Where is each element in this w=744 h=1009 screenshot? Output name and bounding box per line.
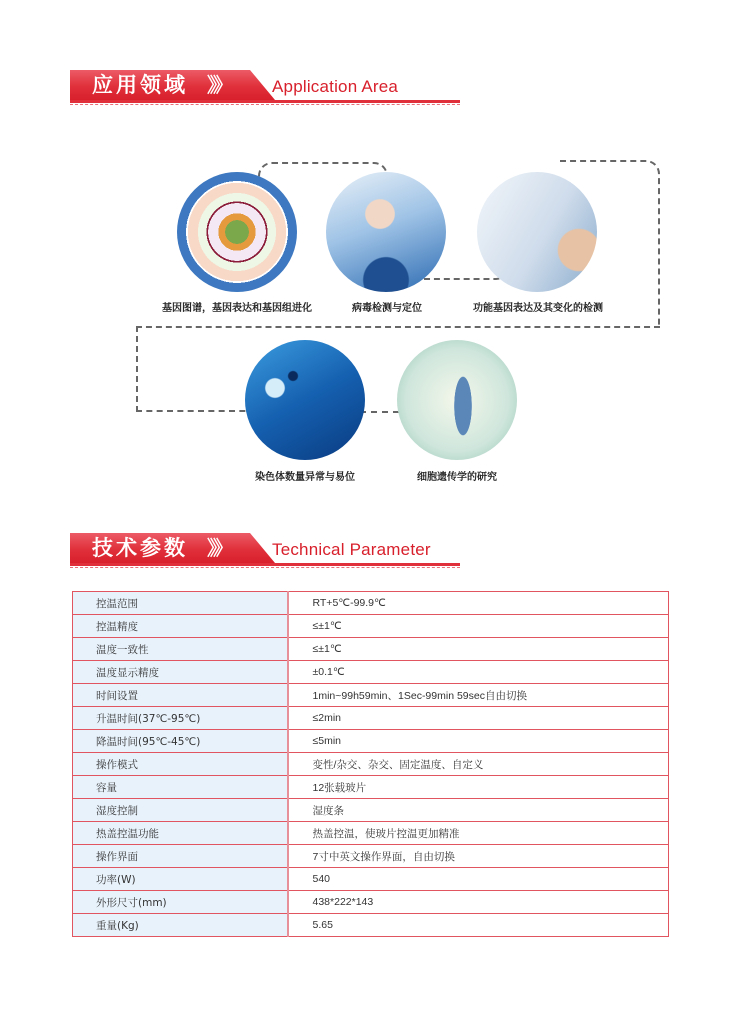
double-chevron-icon: 》》: [207, 536, 229, 560]
application-caption: 病毒检测与定位: [352, 303, 422, 314]
spec-key: 容量: [73, 776, 288, 799]
double-chevron-icon: 》》: [207, 73, 229, 97]
spec-key: 外形尺寸(mm): [73, 891, 288, 914]
table-row: [73, 914, 669, 937]
application-caption: 染色体数量异常与易位: [255, 472, 355, 483]
spec-value: 7寸中英文操作界面，自由切换: [288, 845, 669, 868]
table-row: [73, 730, 669, 753]
spec-value: 1min~99h59min、1Sec-99min 59sec自由切换: [288, 684, 669, 707]
spec-value: 438*222*143: [288, 891, 669, 914]
spec-value: ≤±1℃: [288, 638, 669, 661]
spec-value: 540: [288, 868, 669, 891]
virus-lab-image-icon: [326, 172, 446, 292]
spec-key: 热盖控温功能: [73, 822, 288, 845]
table-row: [73, 776, 669, 799]
table-row: [73, 707, 669, 730]
syringe-molecule-image-icon: [245, 340, 365, 460]
dna-tweezers-image-icon: [477, 172, 597, 292]
application-caption: 功能基因表达及其变化的检测: [473, 303, 603, 314]
application-caption: 基因图谱，基因表达和基因组进化: [162, 303, 312, 314]
header-underline: [70, 563, 460, 566]
table-row: [73, 661, 669, 684]
spec-key: 时间设置: [73, 684, 288, 707]
spec-key: 降温时间(95℃-45℃): [73, 730, 288, 753]
technical-title-en: Technical Parameter: [272, 540, 431, 559]
application-caption: 细胞遗传学的研究: [417, 472, 497, 483]
application-diagram: [0, 0, 744, 500]
spec-table: [72, 591, 669, 937]
table-row: [73, 684, 669, 707]
spec-value: ≤±1℃: [288, 615, 669, 638]
spec-key: 操作界面: [73, 845, 288, 868]
spec-key: 操作模式: [73, 753, 288, 776]
table-row: [73, 891, 669, 914]
header-dashed-line: [70, 567, 460, 568]
spec-value: ±0.1℃: [288, 661, 669, 684]
spec-value: 热盖控温，使玻片控温更加精准: [288, 822, 669, 845]
table-row: [73, 822, 669, 845]
spec-value: 变性/杂交、杂交、固定温度、自定义: [288, 753, 669, 776]
technical-title-cn: 技术参数: [92, 536, 188, 560]
spec-value: 5.65: [288, 914, 669, 937]
spec-key: 湿度控制: [73, 799, 288, 822]
table-row: [73, 799, 669, 822]
technical-parameter-header: [70, 531, 460, 571]
table-row: [73, 753, 669, 776]
spec-value: ≤2min: [288, 707, 669, 730]
spec-value: RT+5℃-99.9℃: [288, 592, 669, 615]
spec-key: 控温范围: [73, 592, 288, 615]
table-row: [73, 845, 669, 868]
table-row: [73, 592, 669, 615]
application-title-en: Application Area: [272, 77, 399, 96]
spec-key: 温度显示精度: [73, 661, 288, 684]
table-row: [73, 615, 669, 638]
spec-value: ≤5min: [288, 730, 669, 753]
table-row: [73, 638, 669, 661]
spec-key: 温度一致性: [73, 638, 288, 661]
spec-key: 控温精度: [73, 615, 288, 638]
chromosome-image-icon: [397, 340, 517, 460]
spec-value: 湿度条: [288, 799, 669, 822]
spec-key: 功率(W): [73, 868, 288, 891]
application-title-cn: 应用领域: [92, 73, 188, 97]
spec-key: 重量(Kg): [73, 914, 288, 937]
spec-value: 12张载玻片: [288, 776, 669, 799]
circos-genome-plot-icon: [177, 172, 297, 292]
table-row: [73, 868, 669, 891]
spec-key: 升温时间(37℃-95℃): [73, 707, 288, 730]
